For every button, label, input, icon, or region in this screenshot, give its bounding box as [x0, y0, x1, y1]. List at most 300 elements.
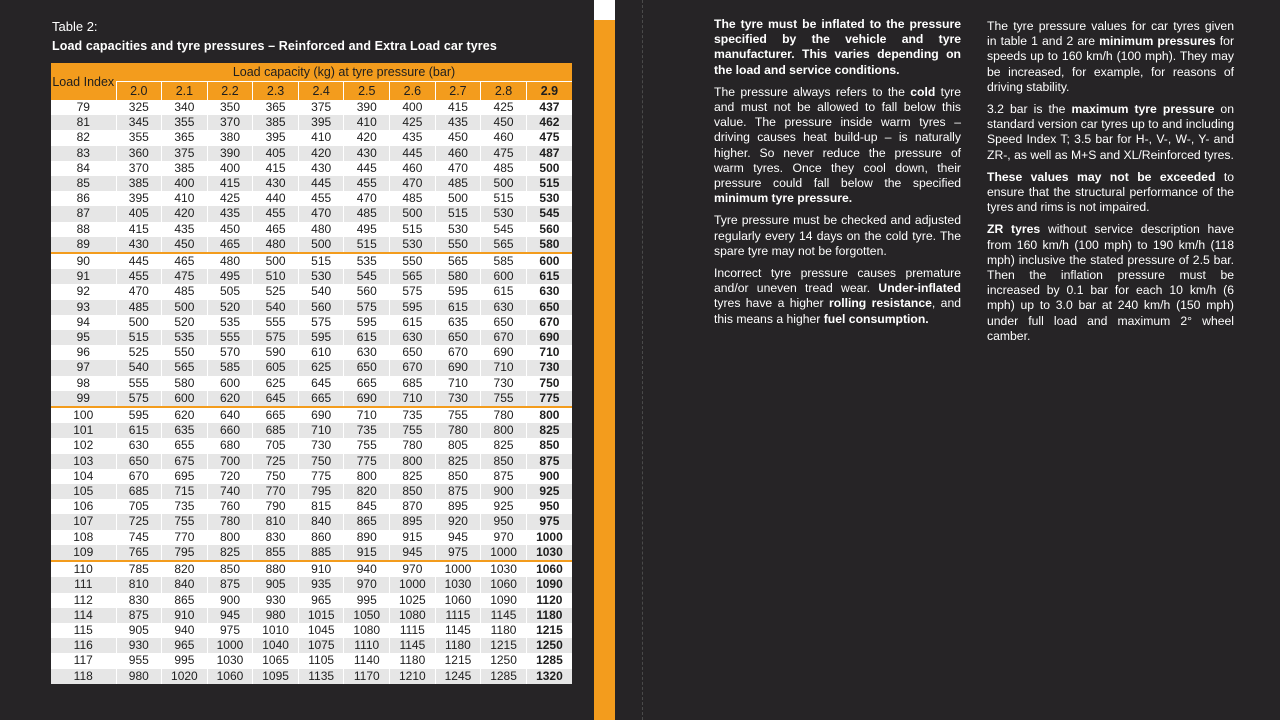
- load-index-cell: 105: [51, 484, 116, 499]
- load-capacity-cell: 710: [435, 376, 481, 391]
- load-capacity-cell: 930: [253, 593, 299, 608]
- load-capacity-cell: 445: [390, 146, 436, 161]
- load-capacity-cell: 650: [435, 330, 481, 345]
- text-run: for speeds up to 160 km/h (100 mph). They may be increased, for example, for reasons of driving stability.: [987, 34, 1235, 94]
- load-capacity-cell: 1170: [344, 669, 390, 684]
- table-row: [51, 669, 572, 684]
- load-index-cell: 104: [51, 469, 116, 484]
- load-capacity-cell: 905: [116, 623, 162, 638]
- load-capacity-cell: 685: [390, 376, 436, 391]
- load-index-cell: 103: [51, 454, 116, 469]
- load-capacity-cell: 462: [526, 115, 572, 130]
- load-capacity-cell: 750: [298, 454, 344, 469]
- load-capacity-cell: 980: [253, 608, 299, 623]
- load-capacity-cell: 385: [116, 176, 162, 191]
- load-capacity-cell: 700: [207, 454, 253, 469]
- load-capacity-cell: 565: [390, 269, 436, 284]
- text-run: Incorrect tyre pressure causes premature and/or uneven tread wear.: [714, 266, 961, 296]
- load-index-cell: 99: [51, 391, 116, 407]
- load-capacity-cell: 775: [526, 391, 572, 407]
- load-capacity-cell: 755: [435, 407, 481, 423]
- load-capacity-cell: 415: [207, 176, 253, 191]
- load-capacity-cell: 820: [162, 561, 208, 577]
- load-capacity-cell: 650: [526, 300, 572, 315]
- load-capacity-cell: 550: [390, 253, 436, 269]
- paragraph: [714, 213, 961, 259]
- capacity-header: Load capacity (kg) at tyre pressure (bar): [116, 63, 572, 82]
- load-capacity-cell: 465: [207, 237, 253, 253]
- load-capacity-cell: 765: [116, 545, 162, 561]
- load-capacity-cell: 600: [481, 269, 527, 284]
- load-capacity-cell: 675: [162, 454, 208, 469]
- load-capacity-cell: 420: [162, 206, 208, 221]
- load-index-cell: 92: [51, 284, 116, 299]
- load-capacity-cell: 540: [116, 360, 162, 375]
- load-index-cell: 88: [51, 222, 116, 237]
- load-capacity-cell: 735: [390, 407, 436, 423]
- load-index-cell: 90: [51, 253, 116, 269]
- paragraph: [714, 17, 961, 78]
- load-capacity-cell: 1030: [481, 561, 527, 577]
- load-capacity-cell: 780: [390, 438, 436, 453]
- load-capacity-cell: 855: [253, 545, 299, 561]
- load-capacity-cell: 610: [298, 345, 344, 360]
- load-capacity-cell: 1020: [162, 669, 208, 684]
- load-capacity-cell: 840: [162, 577, 208, 592]
- load-capacity-cell: 460: [435, 146, 481, 161]
- load-capacity-cell: 685: [116, 484, 162, 499]
- load-index-cell: 112: [51, 593, 116, 608]
- page-gutter-orange-bar: [594, 20, 615, 720]
- load-capacity-cell: 930: [116, 638, 162, 653]
- load-capacity-cell: 485: [344, 206, 390, 221]
- load-capacity-cell: 550: [435, 237, 481, 253]
- load-capacity-cell: 1010: [253, 623, 299, 638]
- load-capacity-cell: 970: [481, 530, 527, 545]
- load-capacity-cell: 545: [344, 269, 390, 284]
- load-capacity-cell: 435: [390, 130, 436, 145]
- load-capacity-cell: 1245: [435, 669, 481, 684]
- load-capacity-cell: 1060: [481, 577, 527, 592]
- load-capacity-cell: 650: [481, 315, 527, 330]
- table-row: [51, 499, 572, 514]
- load-capacity-cell: 950: [481, 514, 527, 529]
- load-capacity-cell: 795: [298, 484, 344, 499]
- load-capacity-cell: 1210: [390, 669, 436, 684]
- load-capacity-cell: 555: [253, 315, 299, 330]
- load-capacity-cell: 730: [298, 438, 344, 453]
- load-capacity-cell: 725: [253, 454, 299, 469]
- table-row: [51, 191, 572, 206]
- pressure-header: 2.6: [390, 82, 436, 101]
- load-capacity-cell: 645: [298, 376, 344, 391]
- table-row: [51, 161, 572, 176]
- load-capacity-cell: 500: [435, 191, 481, 206]
- load-capacity-cell: 410: [344, 115, 390, 130]
- table-row: [51, 300, 572, 315]
- load-capacity-cell: 770: [162, 530, 208, 545]
- load-capacity-cell: 940: [162, 623, 208, 638]
- load-capacity-cell: 775: [344, 454, 390, 469]
- table-row: [51, 130, 572, 145]
- load-capacity-cell: 1000: [390, 577, 436, 592]
- load-capacity-cell: 575: [390, 284, 436, 299]
- table-row: [51, 484, 572, 499]
- load-capacity-cell: 690: [481, 345, 527, 360]
- load-capacity-cell: 515: [298, 253, 344, 269]
- load-index-cell: 87: [51, 206, 116, 221]
- load-capacity-cell: 795: [162, 545, 208, 561]
- load-capacity-cell: 1145: [390, 638, 436, 653]
- load-capacity-cell: 400: [207, 161, 253, 176]
- load-capacity-cell: 670: [435, 345, 481, 360]
- load-capacity-cell: 915: [390, 530, 436, 545]
- load-capacity-cell: 875: [526, 454, 572, 469]
- load-capacity-cell: 575: [116, 391, 162, 407]
- load-capacity-cell: 575: [253, 330, 299, 345]
- load-capacity-cell: 515: [390, 222, 436, 237]
- pressure-header: 2.9: [526, 82, 572, 101]
- load-capacity-cell: 945: [390, 545, 436, 561]
- load-capacity-cell: 370: [207, 115, 253, 130]
- text-run: , and this means a higher: [714, 296, 962, 326]
- load-capacity-cell: 450: [207, 222, 253, 237]
- load-capacity-cell: 825: [207, 545, 253, 561]
- load-capacity-cell: 420: [344, 130, 390, 145]
- load-capacity-cell: 630: [481, 300, 527, 315]
- load-capacity-cell: 755: [344, 438, 390, 453]
- load-capacity-cell: 1045: [298, 623, 344, 638]
- bold-text: minimum pressures: [1099, 34, 1216, 49]
- bold-text: ZR tyres: [987, 222, 1041, 237]
- load-capacity-cell: 925: [481, 499, 527, 514]
- table-row: [51, 653, 572, 668]
- load-capacity-cell: 725: [116, 514, 162, 529]
- load-capacity-cell: 540: [298, 284, 344, 299]
- load-capacity-cell: 975: [207, 623, 253, 638]
- load-index-cell: 79: [51, 100, 116, 115]
- load-capacity-cell: 405: [253, 146, 299, 161]
- load-capacity-cell: 1040: [253, 638, 299, 653]
- load-capacity-cell: 1030: [207, 653, 253, 668]
- load-capacity-cell: 485: [116, 300, 162, 315]
- load-capacity-cell: 710: [481, 360, 527, 375]
- load-capacity-cell: 640: [207, 407, 253, 423]
- load-capacity-cell: 325: [116, 100, 162, 115]
- load-capacity-cell: 900: [481, 484, 527, 499]
- load-capacity-cell: 500: [390, 206, 436, 221]
- load-capacity-cell: 570: [207, 345, 253, 360]
- load-capacity-cell: 810: [116, 577, 162, 592]
- paragraph: [714, 266, 961, 327]
- bold-text: minimum tyre pressure.: [714, 191, 853, 206]
- load-capacity-cell: 620: [162, 407, 208, 423]
- load-capacity-cell: 780: [481, 407, 527, 423]
- load-capacity-cell: 455: [298, 191, 344, 206]
- load-capacity-cell: 470: [390, 176, 436, 191]
- pressure-header: 2.8: [481, 82, 527, 101]
- load-capacity-cell: 500: [253, 253, 299, 269]
- load-capacity-cell: 735: [162, 499, 208, 514]
- load-capacity-cell: 800: [390, 454, 436, 469]
- load-capacity-cell: 595: [435, 284, 481, 299]
- load-capacity-cell: 635: [162, 423, 208, 438]
- load-capacity-cell: 375: [162, 146, 208, 161]
- paragraph: [987, 222, 1234, 344]
- load-capacity-cell: 690: [435, 360, 481, 375]
- load-capacity-cell: 545: [526, 206, 572, 221]
- load-capacity-cell: 590: [253, 345, 299, 360]
- load-capacity-cell: 880: [253, 561, 299, 577]
- load-capacity-cell: 430: [344, 146, 390, 161]
- load-capacity-cell: 670: [481, 330, 527, 345]
- load-capacity-cell: 385: [253, 115, 299, 130]
- load-capacity-cell: 420: [298, 146, 344, 161]
- load-capacity-cell: 405: [116, 206, 162, 221]
- load-capacity-cell: 875: [116, 608, 162, 623]
- load-capacity-cell: 1120: [526, 593, 572, 608]
- load-capacity-cell: 455: [253, 206, 299, 221]
- load-capacity-cell: 740: [207, 484, 253, 499]
- load-capacity-cell: 500: [162, 300, 208, 315]
- table-row: [51, 593, 572, 608]
- bold-text: fuel consumption.: [823, 311, 929, 326]
- load-capacity-cell: 600: [526, 253, 572, 269]
- load-capacity-cell: 470: [344, 191, 390, 206]
- load-capacity-cell: 850: [435, 469, 481, 484]
- load-index-cell: 91: [51, 269, 116, 284]
- load-capacity-cell: 415: [253, 161, 299, 176]
- load-capacity-cell: 630: [390, 330, 436, 345]
- load-capacity-cell: 530: [481, 206, 527, 221]
- pressure-header: 2.2: [207, 82, 253, 101]
- bold-text: The tyre must be inflated to the pressure specified by the vehicle and tyre manufacturer. This varies depending on the load and service conditions.: [714, 17, 961, 77]
- load-capacity-cell: 965: [298, 593, 344, 608]
- load-capacity-cell: 350: [207, 100, 253, 115]
- load-capacity-cell: 400: [162, 176, 208, 191]
- load-capacity-cell: 1080: [390, 608, 436, 623]
- load-capacity-cell: 755: [162, 514, 208, 529]
- table-row: [51, 638, 572, 653]
- load-capacity-cell: 395: [116, 191, 162, 206]
- load-capacity-cell: 1215: [435, 653, 481, 668]
- load-capacity-cell: 900: [526, 469, 572, 484]
- load-capacity-cell: 1115: [390, 623, 436, 638]
- load-capacity-cell: 445: [298, 176, 344, 191]
- load-capacity-cell: 755: [390, 423, 436, 438]
- table-body: [51, 100, 572, 684]
- load-capacity-cell: 750: [526, 376, 572, 391]
- load-index-cell: 114: [51, 608, 116, 623]
- load-capacity-cell: 735: [344, 423, 390, 438]
- load-capacity-cell: 630: [344, 345, 390, 360]
- load-capacity-cell: 565: [162, 360, 208, 375]
- table-row: [51, 407, 572, 423]
- load-capacity-cell: 500: [526, 161, 572, 176]
- pressure-header-row: [51, 82, 572, 101]
- load-capacity-cell: 760: [207, 499, 253, 514]
- load-capacity-cell: 465: [162, 253, 208, 269]
- text-column-1: [714, 17, 961, 334]
- load-capacity-cell: 400: [390, 100, 436, 115]
- load-capacity-cell: 900: [207, 593, 253, 608]
- table-row: [51, 608, 572, 623]
- load-capacity-cell: 1320: [526, 669, 572, 684]
- load-capacity-cell: 430: [116, 237, 162, 253]
- table-row: [51, 237, 572, 253]
- table-row: [51, 284, 572, 299]
- load-capacity-cell: 825: [435, 454, 481, 469]
- load-capacity-cell: 600: [207, 376, 253, 391]
- load-index-cell: 82: [51, 130, 116, 145]
- load-capacity-cell: 770: [253, 484, 299, 499]
- load-capacity-cell: 475: [481, 146, 527, 161]
- load-capacity-cell: 1105: [298, 653, 344, 668]
- load-capacity-cell: 910: [162, 608, 208, 623]
- load-index-cell: 95: [51, 330, 116, 345]
- load-capacity-cell: 940: [344, 561, 390, 577]
- paragraph: [987, 19, 1234, 95]
- text-run: tyres have a higher: [714, 296, 829, 311]
- load-capacity-cell: 435: [435, 115, 481, 130]
- load-capacity-cell: 775: [298, 469, 344, 484]
- load-capacity-cell: 450: [162, 237, 208, 253]
- load-capacity-cell: 1050: [344, 608, 390, 623]
- table-row: [51, 376, 572, 391]
- load-capacity-cell: 580: [526, 237, 572, 253]
- load-capacity-cell: 625: [253, 376, 299, 391]
- load-capacity-cell: 445: [344, 161, 390, 176]
- pressure-header: 2.5: [344, 82, 390, 101]
- load-capacity-cell: 1215: [481, 638, 527, 653]
- table-label: Table 2:: [52, 19, 98, 34]
- paragraph: [987, 170, 1234, 216]
- load-capacity-cell: 1140: [344, 653, 390, 668]
- load-capacity-cell: 660: [207, 423, 253, 438]
- load-capacity-cell: 575: [344, 300, 390, 315]
- load-capacity-cell: 495: [207, 269, 253, 284]
- load-capacity-cell: 830: [116, 593, 162, 608]
- load-capacity-cell: 840: [298, 514, 344, 529]
- load-capacity-cell: 495: [344, 222, 390, 237]
- load-capacity-cell: 505: [207, 284, 253, 299]
- load-index-header: Load Index: [51, 63, 116, 100]
- load-capacity-cell: 755: [481, 391, 527, 407]
- load-capacity-cell: 445: [116, 253, 162, 269]
- load-capacity-cell: 895: [390, 514, 436, 529]
- load-capacity-cell: 975: [435, 545, 481, 561]
- load-capacity-cell: 885: [298, 545, 344, 561]
- load-capacity-cell: 645: [253, 391, 299, 407]
- load-capacity-cell: 355: [116, 130, 162, 145]
- load-capacity-cell: 560: [526, 222, 572, 237]
- load-capacity-cell: 810: [253, 514, 299, 529]
- load-capacity-cell: 710: [526, 345, 572, 360]
- load-capacity-cell: 635: [435, 315, 481, 330]
- load-index-cell: 106: [51, 499, 116, 514]
- table-row: [51, 545, 572, 561]
- load-capacity-cell: 1250: [481, 653, 527, 668]
- text-run: The pressure always refers to the: [714, 84, 911, 99]
- table-row: [51, 514, 572, 529]
- load-capacity-cell: 540: [253, 300, 299, 315]
- load-capacity-cell: 1180: [481, 623, 527, 638]
- bold-text: cold: [910, 84, 936, 99]
- load-capacity-cell: 825: [481, 438, 527, 453]
- paragraph: [714, 85, 961, 207]
- load-capacity-cell: 980: [116, 669, 162, 684]
- load-capacity-cell: 1060: [526, 561, 572, 577]
- load-capacity-cell: 905: [253, 577, 299, 592]
- load-capacity-cell: 500: [116, 315, 162, 330]
- load-capacity-cell: 690: [526, 330, 572, 345]
- load-index-cell: 86: [51, 191, 116, 206]
- load-index-cell: 118: [51, 669, 116, 684]
- load-capacity-cell: 470: [298, 206, 344, 221]
- load-capacity-cell: 925: [526, 484, 572, 499]
- load-index-cell: 108: [51, 530, 116, 545]
- load-capacity-cell: 530: [526, 191, 572, 206]
- load-capacity-cell: 650: [344, 360, 390, 375]
- table-row: [51, 269, 572, 284]
- load-capacity-cell: 865: [344, 514, 390, 529]
- pressure-header: 2.1: [162, 82, 208, 101]
- load-capacity-cell: 475: [162, 269, 208, 284]
- load-capacity-cell: 1000: [526, 530, 572, 545]
- load-capacity-cell: 1065: [253, 653, 299, 668]
- load-capacity-cell: 785: [116, 561, 162, 577]
- load-capacity-cell: 1030: [435, 577, 481, 592]
- pressure-header: 2.3: [253, 82, 299, 101]
- load-capacity-cell: 655: [162, 438, 208, 453]
- load-capacity-table: [51, 63, 572, 684]
- load-capacity-cell: 595: [344, 315, 390, 330]
- table-row: [51, 176, 572, 191]
- load-capacity-cell: 500: [481, 176, 527, 191]
- load-capacity-cell: 470: [435, 161, 481, 176]
- load-capacity-cell: 650: [116, 454, 162, 469]
- load-capacity-cell: 945: [435, 530, 481, 545]
- load-index-cell: 111: [51, 577, 116, 592]
- load-capacity-cell: 535: [162, 330, 208, 345]
- load-capacity-cell: 650: [390, 345, 436, 360]
- load-capacity-cell: 580: [435, 269, 481, 284]
- load-capacity-cell: 555: [207, 330, 253, 345]
- load-capacity-cell: 730: [435, 391, 481, 407]
- text-run: The tyre pressure values for car tyres given in table 1 and 2 are: [987, 19, 1234, 49]
- load-capacity-cell: 800: [344, 469, 390, 484]
- table-row: [51, 253, 572, 269]
- load-capacity-cell: 425: [207, 191, 253, 206]
- load-capacity-cell: 515: [481, 191, 527, 206]
- table-row: [51, 146, 572, 161]
- load-capacity-cell: 970: [344, 577, 390, 592]
- load-capacity-cell: 520: [162, 315, 208, 330]
- load-index-cell: 97: [51, 360, 116, 375]
- load-capacity-cell: 870: [390, 499, 436, 514]
- load-capacity-cell: 950: [526, 499, 572, 514]
- load-capacity-cell: 800: [481, 423, 527, 438]
- load-capacity-cell: 970: [390, 561, 436, 577]
- table-row: [51, 438, 572, 453]
- load-capacity-cell: 365: [162, 130, 208, 145]
- load-capacity-cell: 560: [298, 300, 344, 315]
- load-capacity-cell: 1090: [481, 593, 527, 608]
- load-capacity-cell: 530: [390, 237, 436, 253]
- load-capacity-cell: 340: [162, 100, 208, 115]
- bold-text: Under-inflated: [878, 281, 961, 296]
- load-capacity-cell: 455: [344, 176, 390, 191]
